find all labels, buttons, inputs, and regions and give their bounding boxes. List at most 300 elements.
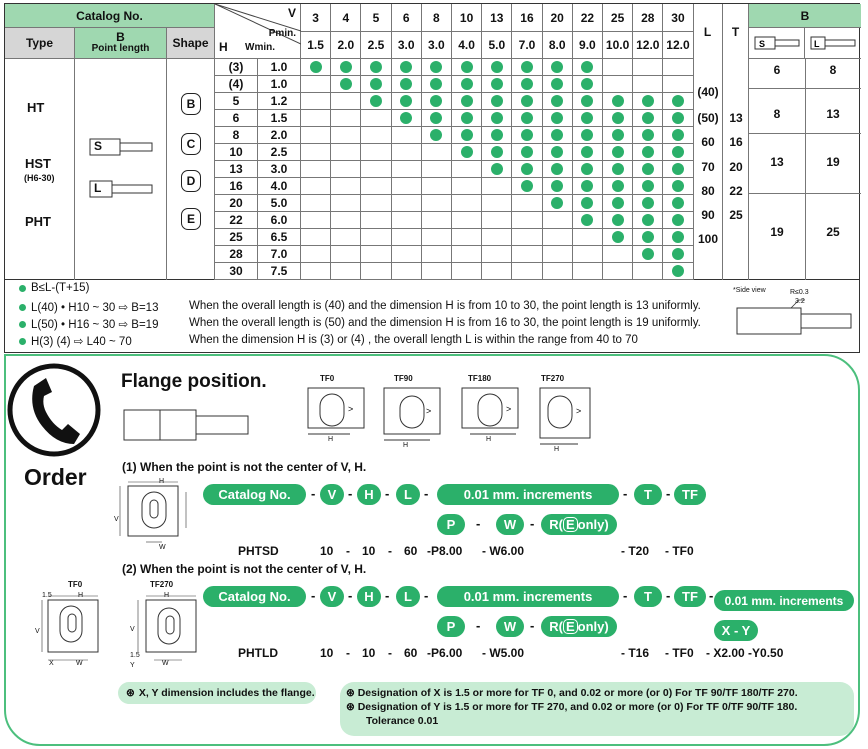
available-dot-icon (672, 129, 684, 141)
order-section (4, 354, 860, 746)
available-dot-icon (551, 78, 563, 90)
grid-cell (301, 59, 331, 76)
grid-cell (543, 161, 573, 178)
grid-cell (633, 161, 663, 178)
increments-pill: 0.01 mm. increments (437, 484, 619, 505)
side-view-drawing (733, 296, 855, 340)
grid-cell (603, 229, 633, 246)
available-dot-icon (491, 129, 503, 141)
available-dot-icon (581, 61, 593, 73)
tf0-h: H (328, 436, 334, 443)
grid-cell (331, 144, 361, 161)
grid-cell (422, 110, 452, 127)
tf270-h: H (554, 446, 560, 453)
small-tf270-v: V (130, 626, 135, 633)
grid-cell (331, 161, 361, 178)
example1-p: -P8.00 (427, 544, 463, 558)
dash: - (311, 588, 316, 603)
grid-cell (482, 76, 512, 93)
w-value: 1.2 (258, 93, 301, 110)
grid-cell (301, 144, 331, 161)
grid-cell (361, 178, 391, 195)
grid-cell (482, 263, 512, 280)
grid-cell (482, 178, 512, 195)
grid-cell (331, 76, 361, 93)
tf0-drawing (306, 386, 366, 448)
grid-cell (422, 59, 452, 76)
example1-w: - W6.00 (482, 544, 525, 558)
grid-cell (633, 76, 663, 93)
h-label: H (219, 40, 228, 54)
grid-cell (301, 246, 331, 263)
grid-cell (452, 246, 482, 263)
l-value: 90 (701, 208, 715, 222)
available-dot-icon (581, 163, 593, 175)
grid-cell (512, 161, 542, 178)
shape-c-badge: C (181, 133, 201, 155)
e-shape-badge: E (563, 619, 578, 634)
increments-pill: 0.01 mm. increments (437, 586, 619, 607)
grid-cell (422, 76, 452, 93)
grid-cell (452, 263, 482, 280)
type-pht: PHT (25, 214, 51, 229)
pmin-header-cell: 10.0 (603, 32, 633, 59)
pmin-header-cell: 7.0 (512, 32, 542, 59)
dash: - (530, 516, 535, 531)
example2-t: - T16 (621, 646, 650, 660)
w-value: 6.0 (258, 212, 301, 229)
grid-cell (392, 110, 422, 127)
shape-column (167, 59, 215, 280)
grid-cell (543, 76, 573, 93)
h-value: 20 (215, 195, 258, 212)
available-dot-icon (612, 146, 624, 158)
grid-cell (512, 246, 542, 263)
v-header-cell: 5 (361, 4, 391, 32)
grid-cell (331, 246, 361, 263)
pmin-header-cell: 9.0 (573, 32, 603, 59)
grid-cell (361, 263, 391, 280)
grid-cell (331, 212, 361, 229)
tf-pill: TF (674, 586, 706, 607)
point-length-label: Point length (91, 43, 150, 54)
asterisk-icon: ⊛ (346, 701, 358, 713)
grid-cell (603, 59, 633, 76)
grid-cell (543, 110, 573, 127)
dash: - (530, 618, 535, 633)
available-dot-icon (491, 146, 503, 158)
grid-cell (633, 144, 663, 161)
example2-name: PHTLD (238, 646, 278, 660)
grid-cell (573, 144, 603, 161)
available-dot-icon (521, 95, 533, 107)
pmin-header-cell: 4.0 (452, 32, 482, 59)
available-dot-icon (672, 248, 684, 260)
grid-cell (361, 76, 391, 93)
bullet-icon (19, 285, 26, 292)
b-l-value: 19 (826, 155, 840, 169)
l-value: (40) (697, 85, 719, 99)
grid-cell (603, 93, 633, 110)
dash: - (385, 486, 390, 501)
available-dot-icon (370, 95, 382, 107)
case1-w: W (159, 544, 166, 551)
grid-cell (422, 93, 452, 110)
available-dot-icon (581, 112, 593, 124)
available-dot-icon (340, 61, 352, 73)
available-dot-icon (551, 61, 563, 73)
w-value: 5.0 (258, 195, 301, 212)
grid-cell (452, 110, 482, 127)
point-length-header (75, 28, 167, 59)
grid-cell (663, 93, 693, 110)
available-dot-icon (672, 163, 684, 175)
shape-b-badge: B (181, 93, 201, 115)
l-value: 60 (701, 135, 715, 149)
svg-text:>: > (426, 406, 432, 416)
r-e-only-pill (541, 616, 617, 637)
available-dot-icon (672, 180, 684, 192)
available-dot-icon (521, 129, 533, 141)
available-dot-icon (581, 197, 593, 209)
dash: - (424, 588, 429, 603)
small-tf270-label: TF270 (150, 580, 174, 589)
t-pill: T (634, 484, 662, 505)
l-value: (50) (697, 111, 719, 125)
grid-cell (361, 127, 391, 144)
grid-cell (392, 76, 422, 93)
w-value: 7.0 (258, 246, 301, 263)
example2-v: 10 (320, 646, 334, 660)
grid-cell (301, 93, 331, 110)
note-right: When the dimension H is (3) or (4) , the overall length L is within the range from 40 to 70 (189, 334, 638, 346)
order-title: Order (24, 464, 87, 490)
svg-text:L: L (814, 39, 820, 49)
point-length-column (75, 59, 167, 280)
small-tf0-drawing (38, 590, 110, 670)
grid-cell (331, 93, 361, 110)
grid-cell (452, 127, 482, 144)
grid-cell (573, 76, 603, 93)
b-value-column (749, 59, 861, 280)
grid-cell (361, 246, 391, 263)
grid-cell (573, 229, 603, 246)
grid-cell (573, 127, 603, 144)
l-pill: L (396, 586, 420, 607)
s-shape-header (749, 28, 805, 59)
available-dot-icon (612, 163, 624, 175)
grid-cell (301, 195, 331, 212)
h-value: (3) (215, 59, 258, 76)
example1-tf: - TF0 (665, 544, 694, 558)
catalog-no-pill: Catalog No. (203, 586, 306, 607)
grid-cell (482, 195, 512, 212)
r-prefix: R( (549, 517, 563, 532)
example2-xy: - X2.00 -Y0.50 (706, 646, 784, 660)
v-header-cell: 28 (633, 4, 663, 32)
v-header-cell: 20 (543, 4, 573, 32)
grid-cell (482, 246, 512, 263)
grid-cell (543, 59, 573, 76)
grid-cell (331, 229, 361, 246)
available-dot-icon (672, 231, 684, 243)
note-row (19, 300, 158, 314)
dash: - (311, 486, 316, 501)
grid-cell (543, 263, 573, 280)
grid-cell (663, 195, 693, 212)
r-suffix: only) (577, 517, 609, 532)
available-dot-icon (642, 180, 654, 192)
b-s-value: 13 (770, 155, 784, 169)
svg-text:>: > (576, 406, 582, 416)
example2-p: -P6.00 (427, 646, 463, 660)
available-dot-icon (461, 78, 473, 90)
grid-cell (512, 212, 542, 229)
phone-icon (4, 362, 108, 462)
shape-e-badge: E (181, 208, 201, 230)
grid-cell (331, 127, 361, 144)
grid-cell (482, 110, 512, 127)
xy-pill: X - Y (714, 620, 758, 641)
v-header-cell: 10 (452, 4, 482, 32)
small-tf270-w: W (162, 660, 169, 667)
grid-cell (361, 195, 391, 212)
l-value: 80 (701, 184, 715, 198)
available-dot-icon (521, 78, 533, 90)
available-dot-icon (310, 61, 322, 73)
note-left: H(3) (4) ⇨ L40 ~ 70 (31, 336, 132, 348)
tf270-drawing (534, 386, 594, 456)
grid-cell (301, 127, 331, 144)
catalog-no-pill: Catalog No. (203, 484, 306, 505)
h-value: 16 (215, 178, 258, 195)
l-value: 100 (697, 232, 719, 246)
grid-cell (663, 110, 693, 127)
type-header: Type (5, 28, 75, 59)
grid-cell (633, 195, 663, 212)
dash: - (666, 588, 671, 603)
grid-cell (482, 127, 512, 144)
available-dot-icon (672, 95, 684, 107)
grid-cell (361, 59, 391, 76)
v-header-cell: 13 (482, 4, 512, 32)
small-tf270-y: Y (130, 662, 135, 669)
example1-h: 10 (362, 544, 376, 558)
grid-cell (573, 212, 603, 229)
grid-cell (422, 127, 452, 144)
tf90-h: H (403, 442, 409, 449)
grid-cell (512, 144, 542, 161)
available-dot-icon (672, 214, 684, 226)
dash: - (348, 588, 353, 603)
grid-cell (573, 263, 603, 280)
available-dot-icon (612, 231, 624, 243)
t-value: 16 (729, 135, 743, 149)
grid-cell (361, 144, 391, 161)
svg-text:S: S (758, 39, 765, 49)
t-value: 20 (729, 160, 743, 174)
grid-cell (603, 76, 633, 93)
case1-h: H (159, 478, 165, 485)
available-dot-icon (430, 112, 442, 124)
grid-cell (573, 93, 603, 110)
dash: - (424, 486, 429, 501)
grid-cell (573, 59, 603, 76)
grid-cell (392, 144, 422, 161)
s-point-label: S (94, 139, 103, 153)
svg-text:>: > (348, 404, 354, 414)
grid-cell (301, 263, 331, 280)
grid-cell (482, 59, 512, 76)
available-dot-icon (642, 214, 654, 226)
l-header: L (693, 4, 723, 59)
t-column (723, 59, 749, 280)
v-header-cell: 30 (663, 4, 693, 32)
v-header-cell: 16 (512, 4, 542, 32)
svg-text:>: > (506, 404, 512, 414)
grid-cell (633, 212, 663, 229)
type-ht: HT (27, 100, 45, 115)
shape-header: Shape (167, 28, 215, 59)
available-dot-icon (642, 231, 654, 243)
available-dot-icon (461, 146, 473, 158)
available-dot-icon (461, 112, 473, 124)
grid-cell (422, 263, 452, 280)
grid-cell (331, 178, 361, 195)
case1-title: (1) When the point is not the center of V, H. (122, 460, 367, 474)
bullet-icon (19, 338, 26, 345)
grid-cell (452, 144, 482, 161)
type-hst-sub: (H6-30) (24, 173, 55, 183)
grid-cell (392, 246, 422, 263)
b-label: B (116, 30, 125, 44)
asterisk-icon: ⊛ (126, 687, 135, 699)
available-dot-icon (672, 265, 684, 277)
grid-cell (603, 161, 633, 178)
w-pill: W (496, 616, 524, 637)
grid-cell (301, 76, 331, 93)
available-dot-icon (461, 61, 473, 73)
grid-cell (543, 127, 573, 144)
grid-cell (331, 59, 361, 76)
h-value: 30 (215, 263, 258, 280)
pmin-header-cell: 12.0 (633, 32, 663, 59)
grid-cell (392, 212, 422, 229)
available-dot-icon (521, 61, 533, 73)
grid-cell (543, 144, 573, 161)
grid-cell (663, 76, 693, 93)
tf180-label: TF180 (468, 374, 492, 383)
grid-cell (361, 229, 391, 246)
tf180-h: H (486, 436, 492, 443)
grid-cell (482, 229, 512, 246)
available-dot-icon (581, 146, 593, 158)
xy-note-box (118, 682, 316, 704)
pmin-header-cell: 5.0 (482, 32, 512, 59)
available-dot-icon (551, 146, 563, 158)
grid-cell (603, 246, 633, 263)
grid-cell (573, 178, 603, 195)
grid-cell (392, 195, 422, 212)
grid-cell (482, 161, 512, 178)
h-pill: H (357, 586, 381, 607)
v-header-cell: 22 (573, 4, 603, 32)
grid-cell (331, 263, 361, 280)
h-value: 22 (215, 212, 258, 229)
dash: - (385, 588, 390, 603)
pmin-header-cell: 2.5 (361, 32, 391, 59)
v-header-cell: 25 (603, 4, 633, 32)
grid-cell (663, 127, 693, 144)
available-dot-icon (430, 95, 442, 107)
h-value: 10 (215, 144, 258, 161)
grid-cell (663, 161, 693, 178)
available-dot-icon (581, 180, 593, 192)
available-dot-icon (612, 95, 624, 107)
example2-w: - W5.00 (482, 646, 525, 660)
available-dot-icon (581, 129, 593, 141)
bullet-icon (19, 304, 26, 311)
available-dot-icon (551, 163, 563, 175)
grid-cell (603, 195, 633, 212)
xy-note: X, Y dimension includes the flange. (138, 687, 315, 699)
available-dot-icon (370, 61, 382, 73)
grid-cell (392, 263, 422, 280)
grid-cell (361, 161, 391, 178)
shape-d-badge: D (181, 170, 201, 192)
available-dot-icon (521, 146, 533, 158)
available-dot-icon (642, 197, 654, 209)
w-value: 2.5 (258, 144, 301, 161)
t-pill: T (634, 586, 662, 607)
l-pill: L (396, 484, 420, 505)
grid-cell (543, 178, 573, 195)
grid-cell (663, 212, 693, 229)
grid-cell (482, 93, 512, 110)
available-dot-icon (642, 248, 654, 260)
grid-cell (452, 76, 482, 93)
v-header-cell: 4 (331, 4, 361, 32)
grid-cell (331, 195, 361, 212)
h-value: 13 (215, 161, 258, 178)
diagonal-header (215, 4, 301, 59)
r-e-only-pill (541, 514, 617, 535)
grid-cell (452, 93, 482, 110)
available-dot-icon (400, 112, 412, 124)
grid-cell (392, 127, 422, 144)
available-dot-icon (491, 78, 503, 90)
note-row (19, 282, 89, 294)
available-dot-icon (551, 129, 563, 141)
grid-cell (452, 229, 482, 246)
available-dot-icon (612, 214, 624, 226)
available-dot-icon (491, 95, 503, 107)
dash: - (476, 618, 481, 633)
small-tf270-h: H (164, 592, 170, 599)
p-pill: P (437, 616, 465, 637)
grid-cell (573, 246, 603, 263)
x-note-row (346, 686, 848, 700)
pmin-header-cell: 1.5 (301, 32, 331, 59)
grid-cell (301, 110, 331, 127)
available-dot-icon (491, 112, 503, 124)
note-left: L(50) • H16 ~ 30 ⇨ B=19 (31, 319, 159, 331)
grid-cell (633, 263, 663, 280)
note-left: L(40) • H10 ~ 30 ⇨ B=13 (31, 302, 159, 314)
grid-cell (603, 144, 633, 161)
available-dot-icon (612, 180, 624, 192)
grid-cell (422, 161, 452, 178)
